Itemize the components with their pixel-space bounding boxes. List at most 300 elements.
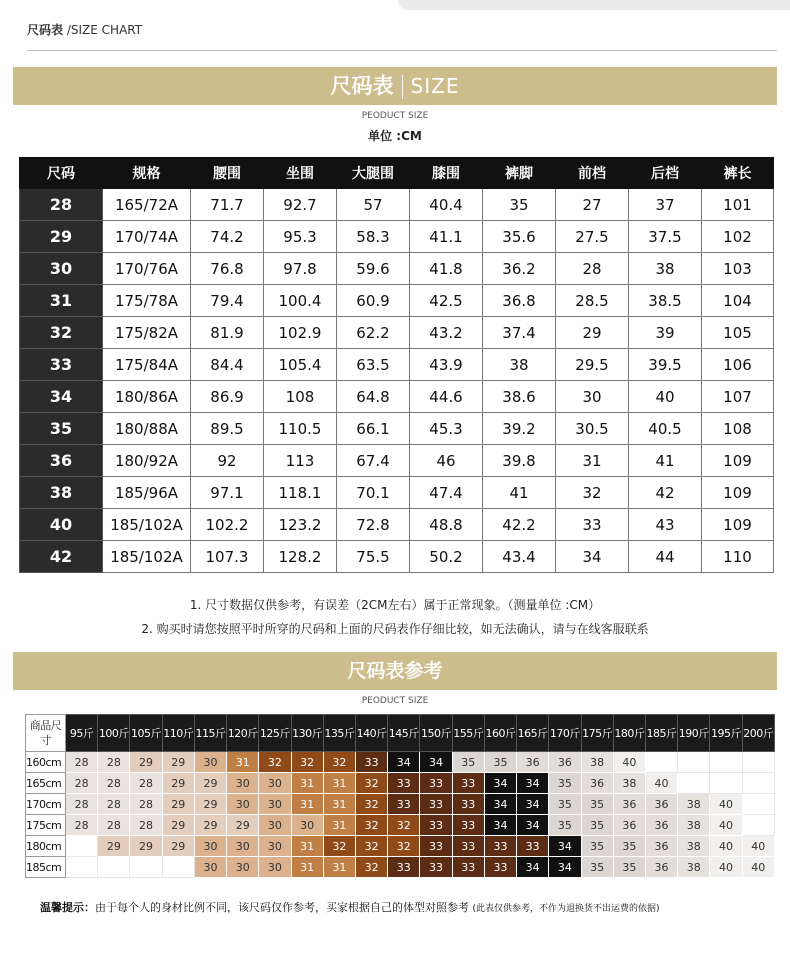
size-value-cell: 67.4	[337, 445, 410, 477]
size-label-cell: 42	[20, 541, 103, 573]
reference-size-cell: 30	[259, 815, 291, 836]
size-header-cell: 裤长	[702, 158, 774, 189]
size-value-cell: 180/88A	[103, 413, 191, 445]
reference-size-cell: 29	[162, 752, 194, 773]
reference-size-cell: 32	[323, 836, 355, 857]
reference-size-cell: 33	[388, 773, 420, 794]
reference-size-cell: 34	[420, 752, 452, 773]
reference-corner-cell: 商品尺寸	[26, 715, 66, 752]
reference-subtitle: PEODUCT SIZE	[361, 696, 429, 706]
size-row	[20, 221, 774, 253]
reference-size-cell: 34	[517, 857, 549, 878]
size-value-cell: 39.8	[483, 445, 556, 477]
size-value-cell: 48.8	[410, 509, 483, 541]
reference-size-cell: 33	[484, 836, 516, 857]
reference-row	[26, 794, 775, 815]
size-value-cell: 37.4	[483, 317, 556, 349]
size-value-cell: 40.4	[410, 189, 483, 221]
weight-header-cell: 95斤	[66, 715, 98, 752]
reference-size-cell: 36	[645, 857, 677, 878]
reference-size-cell: 36	[613, 815, 645, 836]
reference-size-cell: 33	[420, 773, 452, 794]
banner-title-cn: 尺码表	[330, 74, 394, 98]
reference-size-cell: 30	[194, 857, 226, 878]
size-value-cell: 45.3	[410, 413, 483, 445]
size-value-cell: 38.5	[629, 285, 702, 317]
size-header-cell: 大腿围	[337, 158, 410, 189]
reference-size-cell	[742, 773, 774, 794]
reference-size-cell: 33	[452, 815, 484, 836]
breadcrumb-en: /SIZE CHART	[66, 23, 143, 37]
reference-size-cell: 34	[484, 773, 516, 794]
size-value-cell: 44.6	[410, 381, 483, 413]
reference-size-cell: 35	[581, 857, 613, 878]
size-value-cell: 185/102A	[103, 509, 191, 541]
size-value-cell: 107.3	[191, 541, 264, 573]
size-value-cell: 89.5	[191, 413, 264, 445]
size-value-cell: 175/78A	[103, 285, 191, 317]
size-row	[20, 189, 774, 221]
size-value-cell: 165/72A	[103, 189, 191, 221]
reference-size-cell: 28	[98, 815, 130, 836]
reference-size-cell: 34	[388, 752, 420, 773]
size-value-cell: 108	[702, 413, 774, 445]
size-label-cell: 32	[20, 317, 103, 349]
weight-header-cell: 190斤	[678, 715, 710, 752]
reference-size-cell: 38	[581, 752, 613, 773]
size-value-cell: 62.2	[337, 317, 410, 349]
size-value-cell: 28	[556, 253, 629, 285]
size-header-cell: 规格	[103, 158, 191, 189]
reference-table	[25, 714, 775, 878]
size-value-cell: 86.9	[191, 381, 264, 413]
size-value-cell: 34	[556, 541, 629, 573]
reference-size-cell: 30	[259, 857, 291, 878]
reference-size-cell: 28	[130, 794, 162, 815]
height-label-cell: 185cm	[26, 857, 66, 878]
size-row	[20, 253, 774, 285]
size-value-cell: 27	[556, 189, 629, 221]
weight-header-cell: 185斤	[645, 715, 677, 752]
size-value-cell: 72.8	[337, 509, 410, 541]
size-table-header	[20, 158, 774, 189]
reference-size-cell: 28	[66, 773, 98, 794]
reference-size-cell: 31	[323, 773, 355, 794]
reference-size-cell: 35	[613, 857, 645, 878]
size-value-cell: 41.1	[410, 221, 483, 253]
size-value-cell: 39.5	[629, 349, 702, 381]
reference-size-cell: 29	[162, 815, 194, 836]
reference-size-cell: 38	[678, 857, 710, 878]
reference-size-cell	[66, 857, 98, 878]
size-value-cell: 43.4	[483, 541, 556, 573]
size-value-cell: 118.1	[264, 477, 337, 509]
reference-size-cell: 31	[323, 815, 355, 836]
reference-size-cell: 34	[484, 815, 516, 836]
size-value-cell: 106	[702, 349, 774, 381]
size-value-cell: 38.6	[483, 381, 556, 413]
reference-size-cell	[678, 752, 710, 773]
reference-size-cell: 32	[388, 836, 420, 857]
size-value-cell: 43.2	[410, 317, 483, 349]
reference-size-cell: 29	[227, 815, 259, 836]
reference-size-cell: 35	[613, 836, 645, 857]
size-value-cell: 102	[702, 221, 774, 253]
reference-size-cell: 40	[710, 836, 742, 857]
reference-size-cell: 31	[291, 836, 323, 857]
size-value-cell: 43	[629, 509, 702, 541]
size-value-cell: 42.2	[483, 509, 556, 541]
reference-size-cell	[710, 773, 742, 794]
reference-size-cell	[98, 857, 130, 878]
size-value-cell: 175/82A	[103, 317, 191, 349]
size-value-cell: 170/74A	[103, 221, 191, 253]
reference-size-cell	[645, 752, 677, 773]
reference-size-cell	[710, 752, 742, 773]
size-value-cell: 74.2	[191, 221, 264, 253]
size-value-cell: 95.3	[264, 221, 337, 253]
reference-size-cell: 33	[484, 857, 516, 878]
reference-table-header	[26, 715, 775, 752]
size-header-cell: 腰围	[191, 158, 264, 189]
size-value-cell: 32	[556, 477, 629, 509]
size-value-cell: 44	[629, 541, 702, 573]
height-label-cell: 160cm	[26, 752, 66, 773]
banner-title-en: SIZE	[410, 74, 460, 98]
reference-size-cell: 32	[355, 815, 387, 836]
reference-size-cell: 30	[259, 836, 291, 857]
tip-text: 由于每个人的身材比例不同，该尺码仅作参考，买家根据自己的体型对照参考	[95, 901, 469, 914]
size-value-cell: 47.4	[410, 477, 483, 509]
reference-size-cell: 30	[227, 773, 259, 794]
reference-size-cell: 35	[581, 815, 613, 836]
size-value-cell: 75.5	[337, 541, 410, 573]
size-value-cell: 27.5	[556, 221, 629, 253]
size-header-cell: 坐围	[264, 158, 337, 189]
size-value-cell: 38	[483, 349, 556, 381]
reference-size-cell: 38	[678, 836, 710, 857]
tip-small: (此表仅供参考，不作为退换货不出运费的依据)	[472, 904, 660, 914]
reference-size-cell: 36	[581, 773, 613, 794]
weight-header-cell: 140斤	[355, 715, 387, 752]
size-value-cell: 108	[264, 381, 337, 413]
height-label-cell: 170cm	[26, 794, 66, 815]
size-value-cell: 81.9	[191, 317, 264, 349]
reference-size-cell: 38	[613, 773, 645, 794]
weight-header-cell: 110斤	[162, 715, 194, 752]
reference-size-cell	[678, 773, 710, 794]
weight-header-cell: 105斤	[130, 715, 162, 752]
weight-header-cell: 120斤	[227, 715, 259, 752]
size-label-cell: 30	[20, 253, 103, 285]
size-value-cell: 29.5	[556, 349, 629, 381]
size-value-cell: 104	[702, 285, 774, 317]
weight-header-cell: 165斤	[517, 715, 549, 752]
size-value-cell: 110.5	[264, 413, 337, 445]
reference-size-cell: 32	[291, 752, 323, 773]
reference-size-cell: 31	[291, 857, 323, 878]
size-value-cell: 100.4	[264, 285, 337, 317]
note-1: 1. 尺寸数据仅供参考，有误差（2CM左右）属于正常现象。（测量单位 :CM）	[189, 598, 601, 612]
reference-size-cell: 29	[162, 794, 194, 815]
divider	[27, 50, 777, 51]
size-label-cell: 34	[20, 381, 103, 413]
reference-size-cell	[162, 857, 194, 878]
size-row	[20, 317, 774, 349]
reference-size-cell: 32	[355, 836, 387, 857]
tip-label: 温馨提示：	[40, 901, 95, 914]
size-header-cell: 前档	[556, 158, 629, 189]
size-value-cell: 46	[410, 445, 483, 477]
size-label-cell: 28	[20, 189, 103, 221]
size-table	[19, 157, 774, 573]
reference-banner: 尺码表参考	[13, 652, 777, 690]
size-row	[20, 477, 774, 509]
reference-size-cell	[66, 836, 98, 857]
size-value-cell: 37	[629, 189, 702, 221]
reference-size-cell: 30	[259, 773, 291, 794]
size-value-cell: 40	[629, 381, 702, 413]
size-value-cell: 110	[702, 541, 774, 573]
reference-size-cell: 38	[678, 815, 710, 836]
height-label-cell: 180cm	[26, 836, 66, 857]
size-value-cell: 103	[702, 253, 774, 285]
size-row	[20, 349, 774, 381]
size-value-cell: 105.4	[264, 349, 337, 381]
size-label-cell: 40	[20, 509, 103, 541]
reference-row	[26, 815, 775, 836]
reference-size-cell: 33	[452, 836, 484, 857]
reference-size-cell: 35	[549, 794, 581, 815]
size-value-cell: 35.6	[483, 221, 556, 253]
reference-size-cell: 40	[742, 836, 774, 857]
reference-size-cell: 40	[742, 857, 774, 878]
size-value-cell: 28.5	[556, 285, 629, 317]
size-value-cell: 107	[702, 381, 774, 413]
size-label-cell: 36	[20, 445, 103, 477]
height-label-cell: 175cm	[26, 815, 66, 836]
size-label-cell: 35	[20, 413, 103, 445]
reference-size-cell: 35	[452, 752, 484, 773]
reference-size-cell: 34	[549, 836, 581, 857]
size-value-cell: 60.9	[337, 285, 410, 317]
size-header-cell: 膝围	[410, 158, 483, 189]
size-value-cell: 30	[556, 381, 629, 413]
size-value-cell: 76.8	[191, 253, 264, 285]
weight-header-cell: 195斤	[710, 715, 742, 752]
size-value-cell: 113	[264, 445, 337, 477]
reference-size-cell: 40	[645, 773, 677, 794]
size-row	[20, 413, 774, 445]
size-value-cell: 101	[702, 189, 774, 221]
size-value-cell: 180/92A	[103, 445, 191, 477]
reference-size-cell: 28	[98, 752, 130, 773]
height-label-cell: 165cm	[26, 773, 66, 794]
size-value-cell: 29	[556, 317, 629, 349]
size-label-cell: 33	[20, 349, 103, 381]
size-value-cell: 50.2	[410, 541, 483, 573]
size-header-cell: 尺码	[20, 158, 103, 189]
size-value-cell: 36.8	[483, 285, 556, 317]
reference-size-cell: 29	[194, 794, 226, 815]
reference-size-cell	[742, 794, 774, 815]
reference-size-cell: 31	[323, 857, 355, 878]
reference-size-cell: 35	[581, 836, 613, 857]
tip	[40, 899, 660, 915]
reference-size-cell: 30	[194, 836, 226, 857]
reference-size-cell	[742, 815, 774, 836]
size-value-cell: 63.5	[337, 349, 410, 381]
reference-size-cell: 33	[420, 815, 452, 836]
reference-size-cell: 29	[162, 773, 194, 794]
size-label-cell: 31	[20, 285, 103, 317]
reference-size-cell: 33	[420, 794, 452, 815]
size-value-cell: 41	[629, 445, 702, 477]
reference-size-cell: 33	[388, 794, 420, 815]
size-value-cell: 97.1	[191, 477, 264, 509]
weight-header-cell: 170斤	[549, 715, 581, 752]
size-value-cell: 71.7	[191, 189, 264, 221]
reference-size-cell: 32	[355, 857, 387, 878]
size-value-cell: 30.5	[556, 413, 629, 445]
size-value-cell: 170/76A	[103, 253, 191, 285]
reference-size-cell: 28	[98, 773, 130, 794]
size-value-cell: 84.4	[191, 349, 264, 381]
size-value-cell: 109	[702, 445, 774, 477]
unit-label: 单位 :CM	[368, 129, 422, 143]
reference-size-cell: 33	[420, 857, 452, 878]
reference-size-cell: 34	[517, 773, 549, 794]
size-value-cell: 58.3	[337, 221, 410, 253]
reference-size-cell: 29	[194, 773, 226, 794]
reference-size-cell: 34	[517, 815, 549, 836]
reference-size-cell: 28	[130, 773, 162, 794]
weight-header-cell: 135斤	[323, 715, 355, 752]
weight-header-cell: 150斤	[420, 715, 452, 752]
reference-size-cell: 33	[452, 794, 484, 815]
size-row	[20, 285, 774, 317]
reference-size-cell: 31	[323, 794, 355, 815]
reference-size-cell: 32	[323, 752, 355, 773]
weight-header-cell: 155斤	[452, 715, 484, 752]
size-value-cell: 35	[483, 189, 556, 221]
reference-size-cell: 30	[291, 815, 323, 836]
note-2: 2. 购买时请您按照平时所穿的尺码和上面的尺码表作仔细比较，如无法确认，请与在线客服联系	[141, 622, 649, 636]
reference-size-cell: 28	[66, 794, 98, 815]
size-value-cell: 102.2	[191, 509, 264, 541]
reference-size-cell: 33	[388, 857, 420, 878]
size-label-cell: 38	[20, 477, 103, 509]
reference-table-body	[26, 752, 775, 878]
weight-header-cell: 175斤	[581, 715, 613, 752]
size-value-cell: 38	[629, 253, 702, 285]
size-value-cell: 40.5	[629, 413, 702, 445]
reference-size-cell: 28	[130, 815, 162, 836]
size-value-cell: 123.2	[264, 509, 337, 541]
reference-row	[26, 836, 775, 857]
size-table-body	[20, 189, 774, 573]
size-value-cell: 36.2	[483, 253, 556, 285]
size-value-cell: 185/96A	[103, 477, 191, 509]
reference-size-cell: 31	[291, 794, 323, 815]
banner-separator	[402, 75, 403, 99]
size-value-cell: 109	[702, 477, 774, 509]
reference-size-cell: 31	[227, 752, 259, 773]
size-chart-banner	[13, 67, 777, 105]
size-value-cell: 39	[629, 317, 702, 349]
reference-size-cell: 40	[613, 752, 645, 773]
reference-size-cell: 33	[355, 752, 387, 773]
reference-size-cell: 33	[517, 836, 549, 857]
reference-size-cell: 33	[452, 773, 484, 794]
size-value-cell: 57	[337, 189, 410, 221]
reference-size-cell: 28	[98, 794, 130, 815]
weight-header-cell: 200斤	[742, 715, 774, 752]
reference-size-cell: 30	[227, 857, 259, 878]
size-value-cell: 59.6	[337, 253, 410, 285]
size-row	[20, 509, 774, 541]
size-value-cell: 41	[483, 477, 556, 509]
reference-size-cell: 35	[549, 815, 581, 836]
weight-header-cell: 100斤	[98, 715, 130, 752]
reference-size-cell: 36	[517, 752, 549, 773]
size-value-cell: 41.8	[410, 253, 483, 285]
reference-size-cell: 28	[66, 752, 98, 773]
size-value-cell: 109	[702, 509, 774, 541]
reference-size-cell: 28	[66, 815, 98, 836]
reference-size-cell: 32	[355, 773, 387, 794]
reference-size-cell: 34	[549, 857, 581, 878]
size-value-cell: 175/84A	[103, 349, 191, 381]
reference-row	[26, 773, 775, 794]
reference-size-cell: 40	[710, 794, 742, 815]
size-value-cell: 92	[191, 445, 264, 477]
reference-size-cell: 32	[259, 752, 291, 773]
size-value-cell: 66.1	[337, 413, 410, 445]
reference-size-cell: 32	[388, 815, 420, 836]
weight-header-cell: 130斤	[291, 715, 323, 752]
size-value-cell: 105	[702, 317, 774, 349]
reference-row	[26, 752, 775, 773]
size-value-cell: 70.1	[337, 477, 410, 509]
reference-size-cell: 34	[517, 794, 549, 815]
reference-size-cell: 30	[194, 752, 226, 773]
reference-size-cell: 32	[355, 794, 387, 815]
reference-size-cell: 29	[98, 836, 130, 857]
reference-size-cell: 34	[484, 794, 516, 815]
reference-size-cell: 29	[130, 752, 162, 773]
size-value-cell: 64.8	[337, 381, 410, 413]
size-value-cell: 31	[556, 445, 629, 477]
reference-size-cell: 36	[645, 836, 677, 857]
reference-size-cell: 36	[549, 752, 581, 773]
reference-size-cell: 30	[227, 836, 259, 857]
size-value-cell: 128.2	[264, 541, 337, 573]
size-value-cell: 43.9	[410, 349, 483, 381]
size-value-cell: 79.4	[191, 285, 264, 317]
size-value-cell: 37.5	[629, 221, 702, 253]
weight-header-cell: 160斤	[484, 715, 516, 752]
weight-header-cell: 180斤	[613, 715, 645, 752]
reference-size-cell: 36	[645, 815, 677, 836]
reference-size-cell: 40	[710, 815, 742, 836]
reference-size-cell: 35	[549, 773, 581, 794]
size-value-cell: 97.8	[264, 253, 337, 285]
top-image-edge	[398, 0, 790, 10]
size-value-cell: 92.7	[264, 189, 337, 221]
size-row	[20, 445, 774, 477]
breadcrumb	[27, 21, 142, 38]
